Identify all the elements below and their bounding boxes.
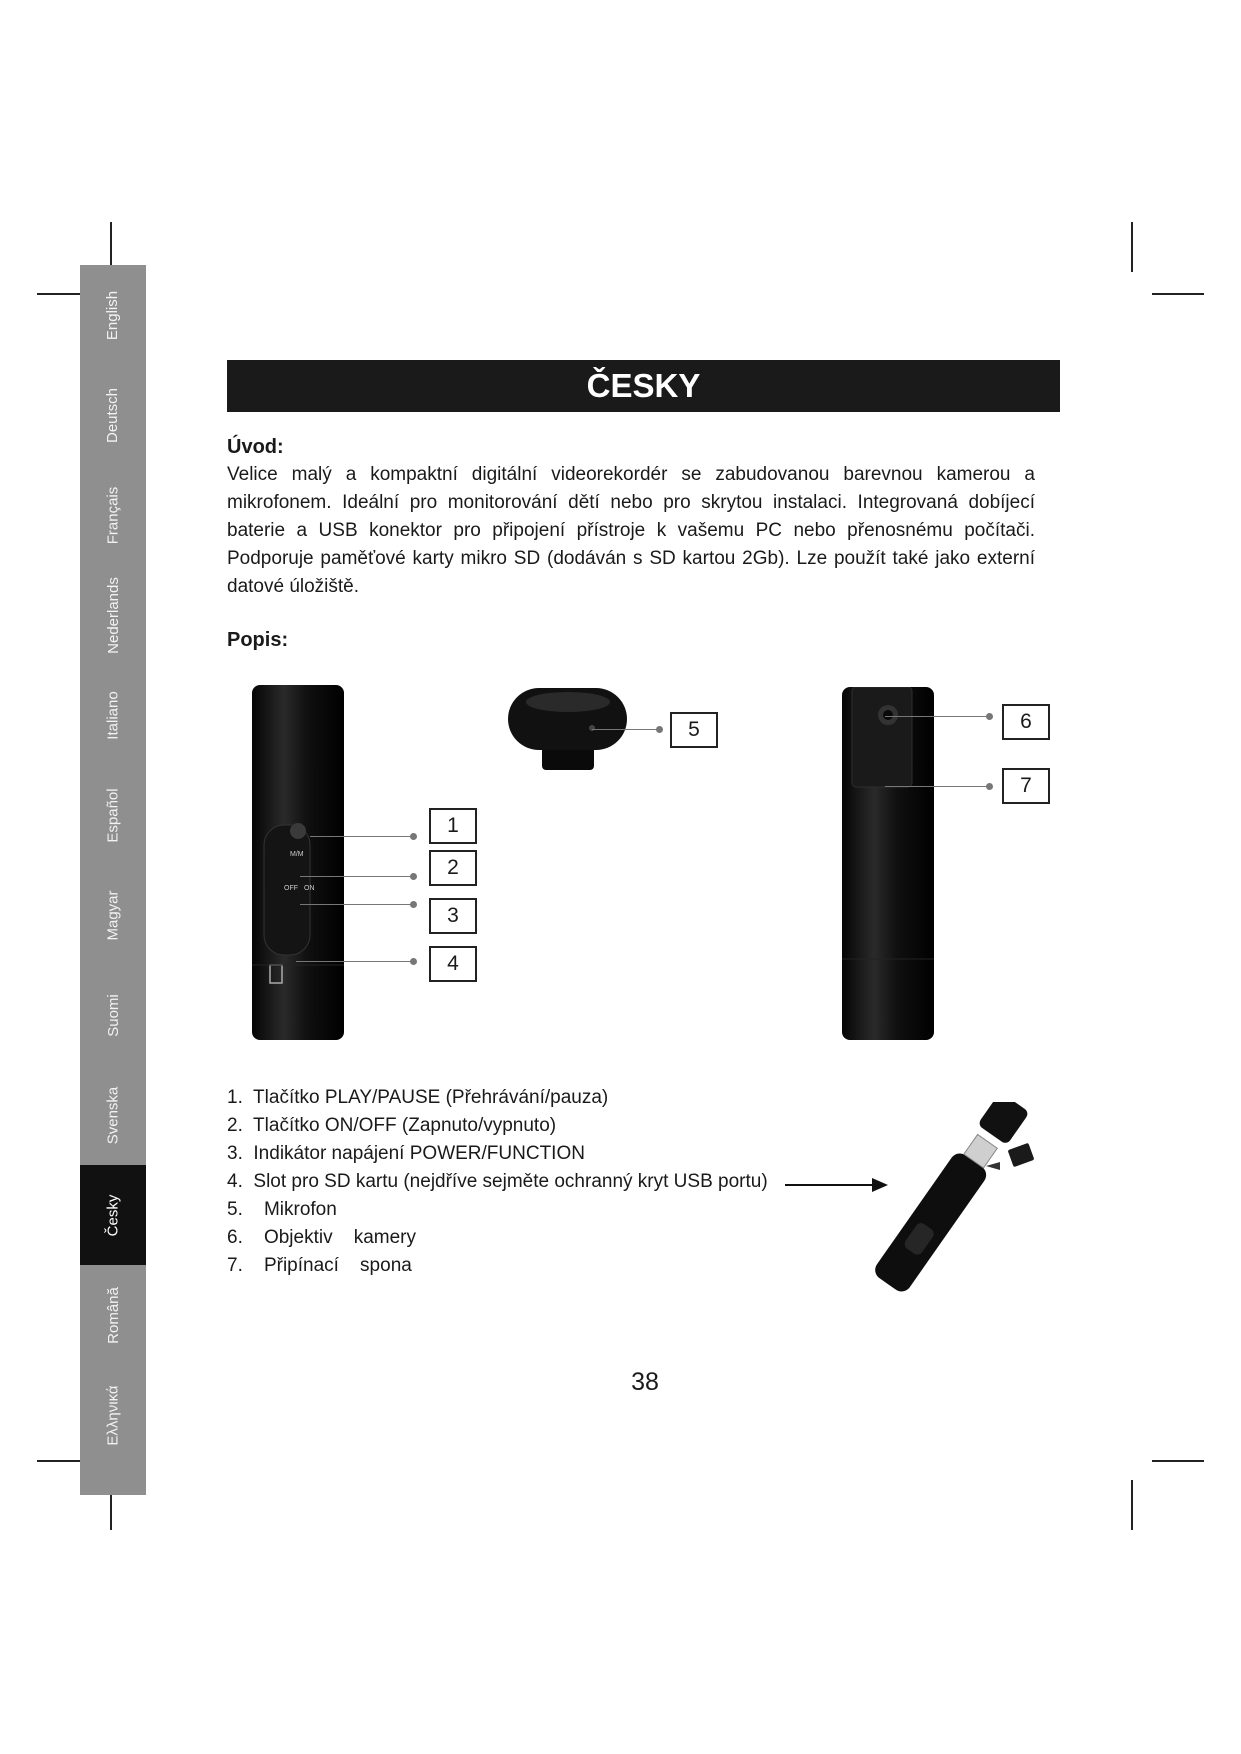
intro-heading: Úvod: — [227, 436, 284, 458]
callout-5: 5 — [670, 712, 718, 748]
callout-line — [885, 716, 990, 717]
language-tab-svenska: Svenska — [104, 1086, 122, 1144]
callout-2: 2 — [429, 850, 477, 886]
list-item: 3. Indikátor napájení POWER/FUNCTION — [227, 1143, 585, 1164]
callout-1: 1 — [429, 808, 477, 844]
list-item: 5. Mikrofon — [227, 1199, 337, 1220]
language-tab-espanol: Español — [104, 787, 122, 843]
list-item: 1. Tlačítko PLAY/PAUSE (Přehrávání/pauza) — [227, 1087, 609, 1108]
callout-3: 3 — [429, 898, 477, 934]
intro-paragraph: Velice malý a kompaktní digitální videorekordér se zabudovanou barevnou kamerou a mikrofonem. Ideální pro monitorování dětí nebo pro skrytou instalaci. Integrovaná dobíjecí baterie a USB konektor pro připojení přístroje k vašemu PC nebo přenosnému počítači. Podporuje paměťové karty mikro SD (dodáván s SD kartou 2Gb). Lze použít také jako externí datové úložiště. — [227, 464, 1035, 597]
language-tab-nederlands: Nederlands — [104, 576, 122, 654]
callout-dot — [410, 873, 417, 880]
language-tab-english: English — [104, 290, 122, 340]
language-tab-romana: Română — [104, 1286, 122, 1344]
mode-label: M/M — [290, 851, 304, 858]
callout-6: 6 — [1002, 704, 1050, 740]
callout-dot — [986, 713, 993, 720]
page-title: ČESKY — [227, 360, 1060, 412]
list-item: 2. Tlačítko ON/OFF (Zapnuto/vypnuto) — [227, 1115, 557, 1136]
callout-dot — [656, 726, 663, 733]
on-label: ON — [304, 885, 315, 892]
callout-line — [592, 729, 660, 730]
callout-line — [296, 961, 414, 962]
language-tab-suomi: Suomi — [104, 993, 122, 1037]
list-item: 7. Připínací spona — [227, 1255, 412, 1276]
description-heading: Popis: — [227, 629, 289, 651]
language-tab-cesky: Česky — [80, 1165, 146, 1265]
crop-mark — [1131, 1480, 1133, 1530]
callout-dot — [410, 901, 417, 908]
language-tab-francais: Français — [104, 486, 122, 544]
crop-mark — [1131, 222, 1133, 272]
usb-device-image — [850, 1102, 1040, 1302]
language-tab-greek: Ελληνικά — [104, 1384, 122, 1446]
callout-4: 4 — [429, 946, 477, 982]
callout-line — [300, 904, 414, 905]
features-list — [227, 1084, 768, 1280]
callout-line — [885, 786, 990, 787]
crop-mark — [1152, 293, 1204, 295]
device-back-image — [840, 687, 936, 1040]
crop-mark — [1152, 1460, 1204, 1462]
callout-7: 7 — [1002, 768, 1050, 804]
callout-dot — [410, 833, 417, 840]
language-tab-magyar: Magyar — [104, 889, 122, 941]
callout-dot — [986, 783, 993, 790]
language-sidebar — [80, 265, 146, 1495]
language-tab-italiano: Italiano — [104, 690, 122, 740]
list-item: 4. Slot pro SD kartu (nejdříve sejměte ochranný kryt USB portu) — [227, 1171, 768, 1192]
device-front-image — [250, 685, 346, 1040]
off-label: OFF — [284, 885, 298, 892]
callout-line — [300, 876, 414, 877]
callout-dot — [410, 958, 417, 965]
callout-line — [310, 836, 414, 837]
page-number: 38 — [631, 1368, 659, 1396]
list-item: 6. Objektiv kamery — [227, 1227, 416, 1248]
language-tab-deutsch: Deutsch — [104, 387, 122, 443]
